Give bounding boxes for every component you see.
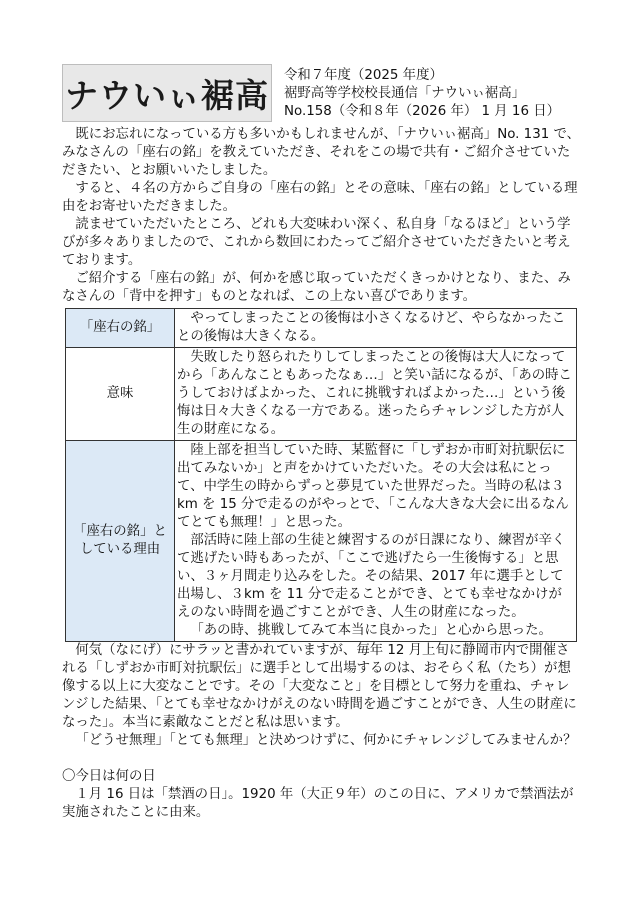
fiscal-year: 令和７年度（2025 年度） <box>284 68 443 83</box>
intro-paragraph: すると、４名の方からご自身の「座右の銘」とその意味、「座右の銘」としている理由をお寄せいただきました。 <box>62 181 578 214</box>
today-text: １月 16 日は「禁酒の日」。1920 年（大正９年）のこの日に、アメリカで禁酒法が実施されたことに由来。 <box>62 787 574 820</box>
issue-number-date: No.158（令和８年（2026 年） 1 月 16 日） <box>284 104 561 119</box>
commentary-paragraph: 「どうせ無理」「とても無理」と決めつけずに、何かにチャレンジしてみませんか？ <box>75 733 577 748</box>
meaning-text: 失敗したり怒られたりしてしまったことの後悔は大人になってから「あんなこともあったなぁ…」と笑い話になるが、「あの時こうしておけばよかった、これに挑戦すればよかった…」という後悔は日々大きくなる一方である。迷ったらチャレンジした方が人生の財産になる。 <box>177 350 572 437</box>
reason-cell <box>175 441 577 642</box>
header-info <box>284 67 584 121</box>
meaning-cell <box>175 348 577 441</box>
intro-paragraph: ご紹介する「座右の銘」が、何かを感じ取っていただくきっかけとなり、また、みなさんの「背中を押す」ものとなれば、この上ない喜びであります。 <box>62 271 571 304</box>
reason-label: 「座右の銘」としている理由 <box>66 441 175 642</box>
today-heading: 〇今日は何の日 <box>62 769 156 784</box>
table-row <box>66 309 577 348</box>
meaning-label: 意味 <box>66 348 175 441</box>
newsletter-body <box>62 126 582 822</box>
newsletter-title: 裾野高等学校校長通信「ナウいぃ裾高」 <box>284 86 526 101</box>
table-row <box>66 441 577 642</box>
commentary-paragraph: 何気（なにげ）にサラッと書かれていますが、毎年 12 月上旬に静岡市内で開催される「しずおか市町対抗駅伝」に選手として出場するのは、おそらく私（たち）が想像する以上に大変なことです。その「大変なこと」を目標として努力を重ね、チャレンジした結果、「とても幸せなかけがえのない時間を過ごすことができ、人生の財産になった」。本当に素敵なことだと私は思います。 <box>62 643 577 730</box>
intro-paragraph: 既にお忘れになっている方も多いかもしれませんが、「ナウいぃ裾高」No. 131 で、みなさんの「座右の銘」を教えていただき、それをこの場で共有・ご紹介させていただきたい、とお願いいたしました。 <box>62 127 581 178</box>
logo-text: ナウいぃ裾高 <box>65 75 269 115</box>
motto-label: 「座右の銘」 <box>66 309 175 348</box>
intro-paragraph: 読ませていただいたところ、どれも大変味わい深く、私自身「なるほど」という学びが多々ありましたので、これから数回にわたってご紹介させていただきたいと考えております。 <box>62 217 571 268</box>
table-row <box>66 348 577 441</box>
motto-cell <box>175 309 577 348</box>
newsletter-logo <box>62 64 272 122</box>
motto-table <box>65 308 577 642</box>
reason-paragraph: 「あの時、挑戦してみて本当に良かった」と心から思った。 <box>190 623 552 638</box>
reason-paragraph: 陸上部を担当していた時、某監督に「しずおか市町対抗駅伝に出てみないか」と声をかけていただいた。その大会は私にとって、中学生の時からずっと夢見ていた世界だった。当時の私は３km を 15 分で走るのがやっとで、「こんな大きな大会に出るなんてとても無理！」と思った。 <box>177 443 569 530</box>
newsletter-header <box>62 64 577 122</box>
reason-paragraph: 部活時に陸上部の生徒と練習するのが日課になり、練習が辛くて逃げたい時もあったが、「ここで逃げたら一生後悔する」と思い、３ヶ月間走り込みをした。その結果、2017 年に選手として出場し、３km を 11 分で走ることができ、とても幸せなかけがえのない時間を過ごすことができ、人生の財産になった。 <box>177 533 566 620</box>
motto-text: やってしまったことの後悔は小さくなるけど、やらなかったことの後悔は大きくなる。 <box>177 311 566 344</box>
